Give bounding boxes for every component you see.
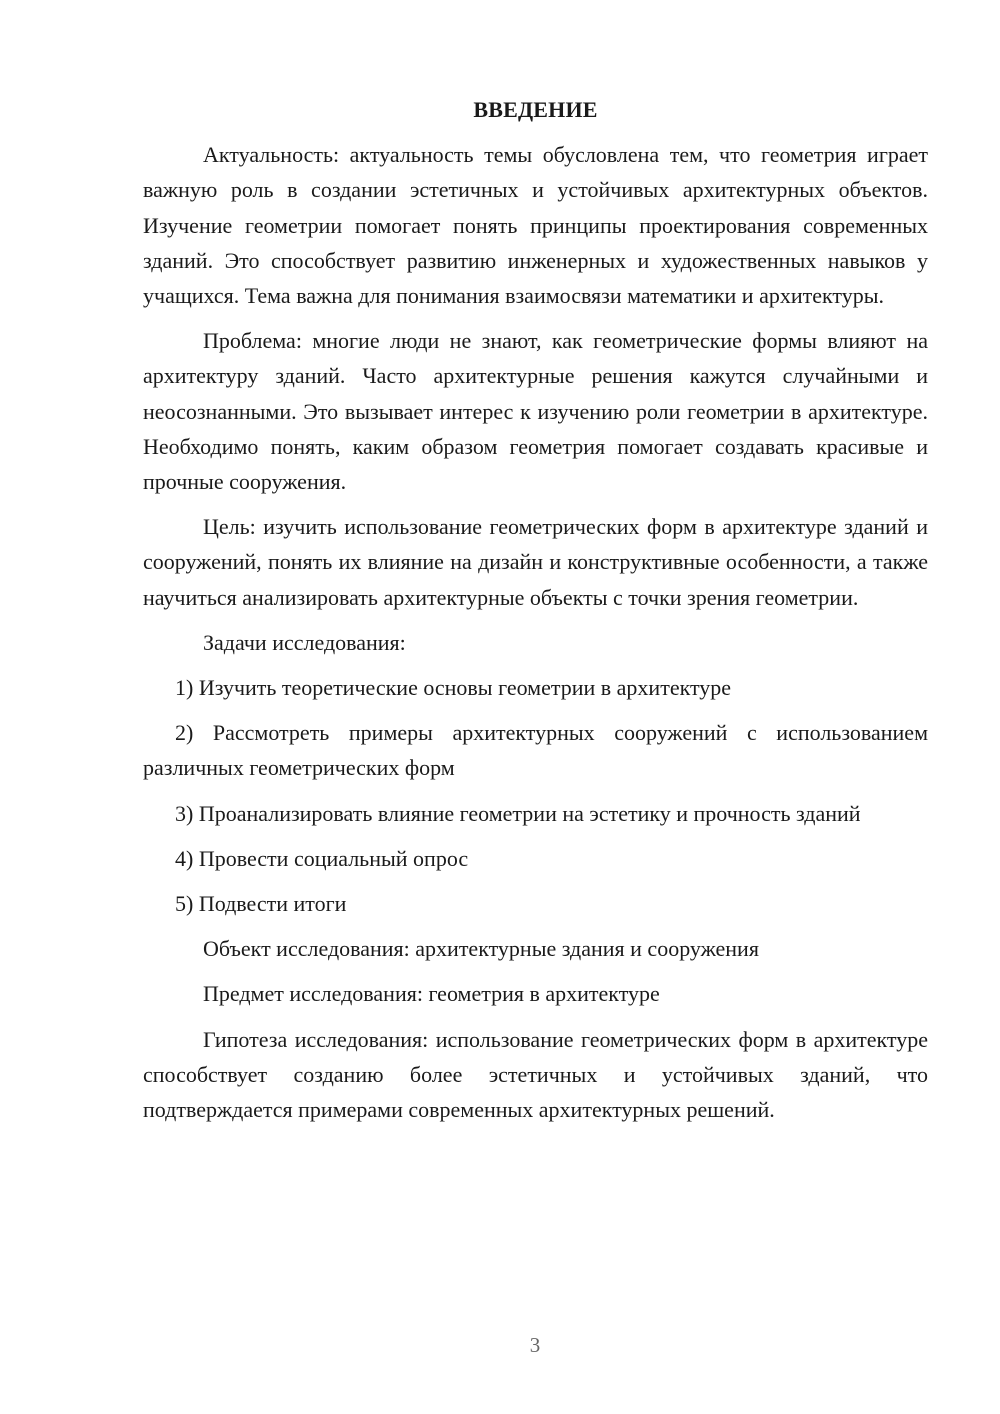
- task-item: 4) Провести социальный опрос: [175, 845, 469, 871]
- relevance-paragraph: Актуальность: актуальность темы обусловлена тем, что геометрия играет важную роль в создании эстетичных и устойчивых архитектурных объектов. Изучение геометрии помогает понять принципы проектирования современных зданий. Это способствует развитию инженерных и художественных навыков у учащихся. Тема важна для понимания взаимосвязи математики и архитектуры.: [143, 142, 928, 309]
- task-item: 5) Подвести итоги: [175, 891, 347, 917]
- document-page: [143, 92, 928, 1137]
- research-object: Объект исследования: архитектурные здания и сооружения: [203, 936, 759, 962]
- problem-paragraph: Проблема: многие люди не знают, как геометрические формы влияют на архитектуру зданий. Часто архитектурные решения кажутся случайными и неосознанными. Это вызывает интерес к изучению роли геометрии в архитектуре. Необходимо понять, каким образом геометрия помогает создавать красивые и прочные сооружения.: [143, 328, 928, 495]
- research-subject: Предмет исследования: геометрия в архитектуре: [203, 981, 660, 1007]
- section-title: ВВЕДЕНИЕ: [473, 97, 598, 122]
- task-item: 1) Изучить теоретические основы геометрии в архитектуре: [175, 675, 732, 701]
- task-item: 3) Проанализировать влияние геометрии на эстетику и прочность зданий: [175, 800, 861, 826]
- task-item: 2) Рассмотреть примеры архитектурных сооружений с использованием различных геометрических форм: [143, 720, 928, 781]
- hypothesis-paragraph: Гипотеза исследования: использование геометрических форм в архитектуре способствует созданию более эстетичных и устойчивых зданий, что подтверждается примерами современных архитектурных решений.: [143, 1026, 928, 1123]
- goal-paragraph: Цель: изучить использование геометрических форм в архитектуре зданий и сооружений, понять их влияние на дизайн и конструктивные особенности, а также научиться анализировать архитектурные объекты с точки зрения геометрии.: [143, 514, 928, 610]
- page-number: 3: [529, 1333, 541, 1357]
- tasks-heading: Задачи исследования:: [203, 629, 406, 655]
